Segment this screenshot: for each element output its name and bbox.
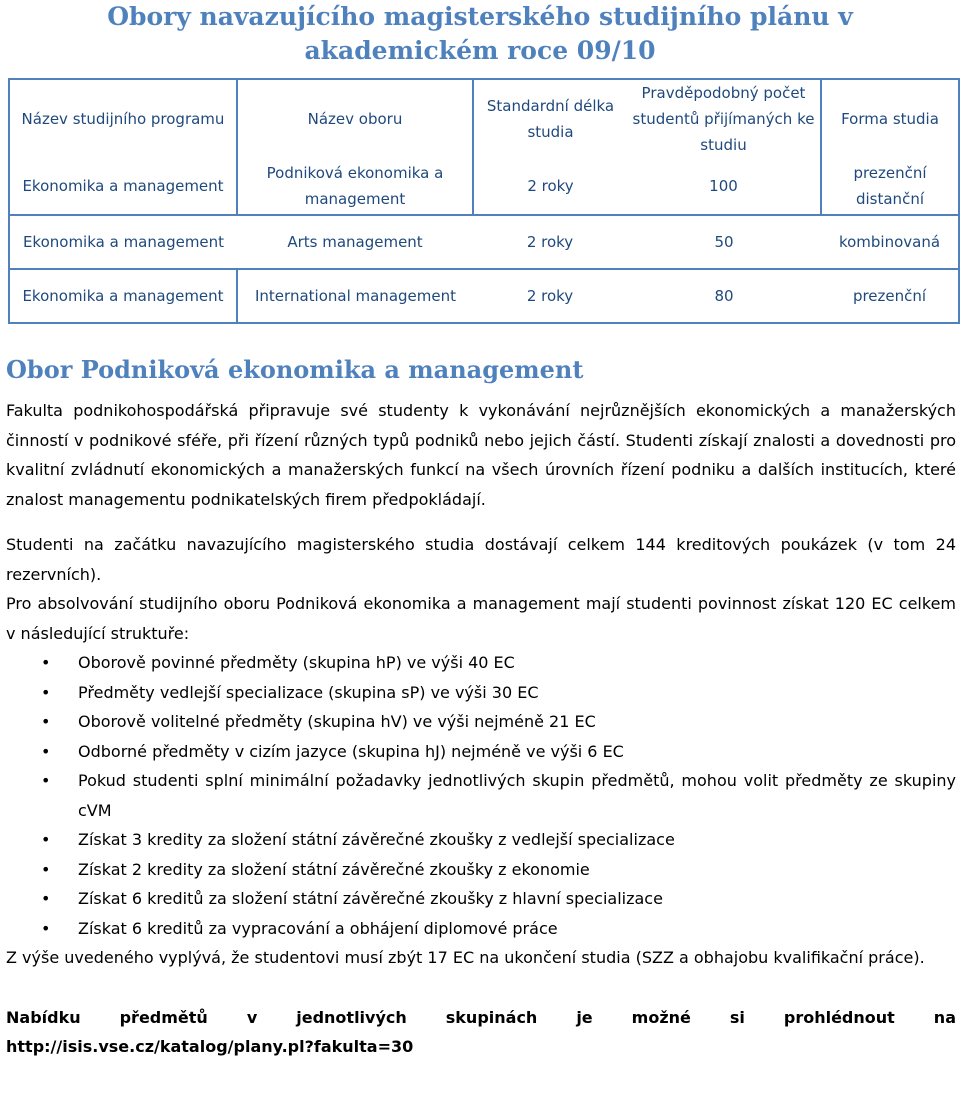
header-duration: Standardní délka studia (486, 97, 615, 141)
bullet-icon: • (41, 859, 51, 879)
header-field: Název oboru (237, 79, 473, 158)
cell-form: prezenční (852, 287, 927, 305)
cell-field: Podniková ekonomika a management (237, 158, 473, 215)
cell-program: Ekonomika a management (9, 269, 237, 323)
section-body (6, 396, 956, 1062)
table-row (9, 269, 959, 323)
bullet-icon: • (41, 741, 51, 761)
cell-form: kombinovaná (821, 215, 959, 269)
table-row (9, 158, 959, 215)
bullet-icon: • (41, 830, 51, 849)
table-row (9, 215, 959, 269)
study-programs-table (8, 78, 960, 324)
section-heading: Obor Podniková ekonomika a management (6, 355, 584, 384)
header-students: Pravděpodobný počet studentů přijímaných ke studiu (632, 84, 815, 154)
offer-paragraph: Nabídku předmětů v jednotlivých skupinách je možné si prohlédnout na (6, 1007, 956, 1027)
list-item: • Získat 2 kredity za složení státní závěrečné zkoušky z ekonomie (78, 855, 956, 885)
list-item: • Získat 6 kreditů za vypracování a obhájení diplomové práce (78, 914, 956, 944)
catalog-link[interactable]: http://isis.vse.cz/katalog/plany.pl?fakulta=30 (6, 1037, 414, 1056)
header-form: Forma studia (821, 79, 959, 158)
cell-field: International management (255, 287, 456, 305)
cell-students: 100 (627, 158, 821, 215)
requirements-paragraph: Pro absolvování studijního oboru Podniková ekonomika a management mají studenti povinnost získat 120 EC celkem v následující struktuře: (6, 594, 956, 643)
cell-program: Ekonomika a management (9, 215, 237, 269)
list-item: • Předměty vedlejší specializace (skupina sP) ve výši 30 EC (78, 678, 956, 708)
bullet-icon: • (41, 682, 51, 702)
list-item: • Oborově povinné předměty (skupina hP) ve výši 40 EC (78, 648, 956, 678)
bullet-icon: • (41, 653, 51, 672)
bullet-icon: • (41, 712, 51, 731)
credits-paragraph: Studenti na začátku navazujícího magisterského studia dostávají celkem 144 kreditových poukázek (v tom 24 rezervních). (6, 535, 956, 584)
list-item: • Pokud studenti splní minimální požadavky jednotlivých skupin předmětů, mohou volit předměty ze skupiny cVM (78, 766, 956, 825)
list-item: • Odborné předměty v cizím jazyce (skupina hJ) nejméně ve výši 6 EC (78, 737, 956, 767)
cell-form (821, 158, 959, 215)
intro-paragraph: Fakulta podnikohospodářská připravuje své studenty k vykonávání nejrůznějších ekonomických a manažerských činností v podnikové sféře, při řízení různých typů podniků nebo jejich částí. Studenti získají znalosti a dovednosti pro kvalitní zvládnutí ekonomických a manažerských funkcí na všech úrovních řízení podniku a dalších institucích, které znalost managementu podnikatelských firem předpokládají. (6, 401, 956, 509)
page-title: Obory navazujícího magisterského studijního plánu v akademickém roce 09/10 (107, 2, 853, 65)
cell-students: 50 (627, 215, 821, 269)
bullet-icon: • (41, 771, 51, 790)
requirements-list (6, 648, 956, 943)
list-item: • Získat 6 kreditů za složení státní závěrečné zkoušky z hlavní specializace (78, 884, 956, 914)
header-program: Název studijního programu (9, 79, 237, 158)
list-item: • Získat 3 kredity za složení státní závěrečné zkoušky z vedlejší specializace (78, 825, 956, 855)
cell-duration: 2 roky (473, 215, 627, 269)
bullet-icon: • (41, 889, 51, 908)
cell-field: Arts management (237, 215, 473, 269)
cell-duration: 2 roky (473, 158, 627, 215)
cell-program: Ekonomika a management (9, 158, 237, 215)
form-option: prezenční (853, 164, 927, 182)
bullet-icon: • (41, 918, 51, 938)
cell-duration: 2 roky (526, 287, 574, 305)
cell-students: 80 (714, 287, 734, 305)
summary-paragraph: Z výše uvedeného vyplývá, že studentovi musí zbýt 17 EC na ukončení studia (SZZ a obhajobu kvalifikační práce). (6, 948, 925, 967)
list-item: • Oborově volitelné předměty (skupina hV) ve výši nejméně 21 EC (78, 707, 956, 737)
form-option: distanční (855, 190, 924, 208)
